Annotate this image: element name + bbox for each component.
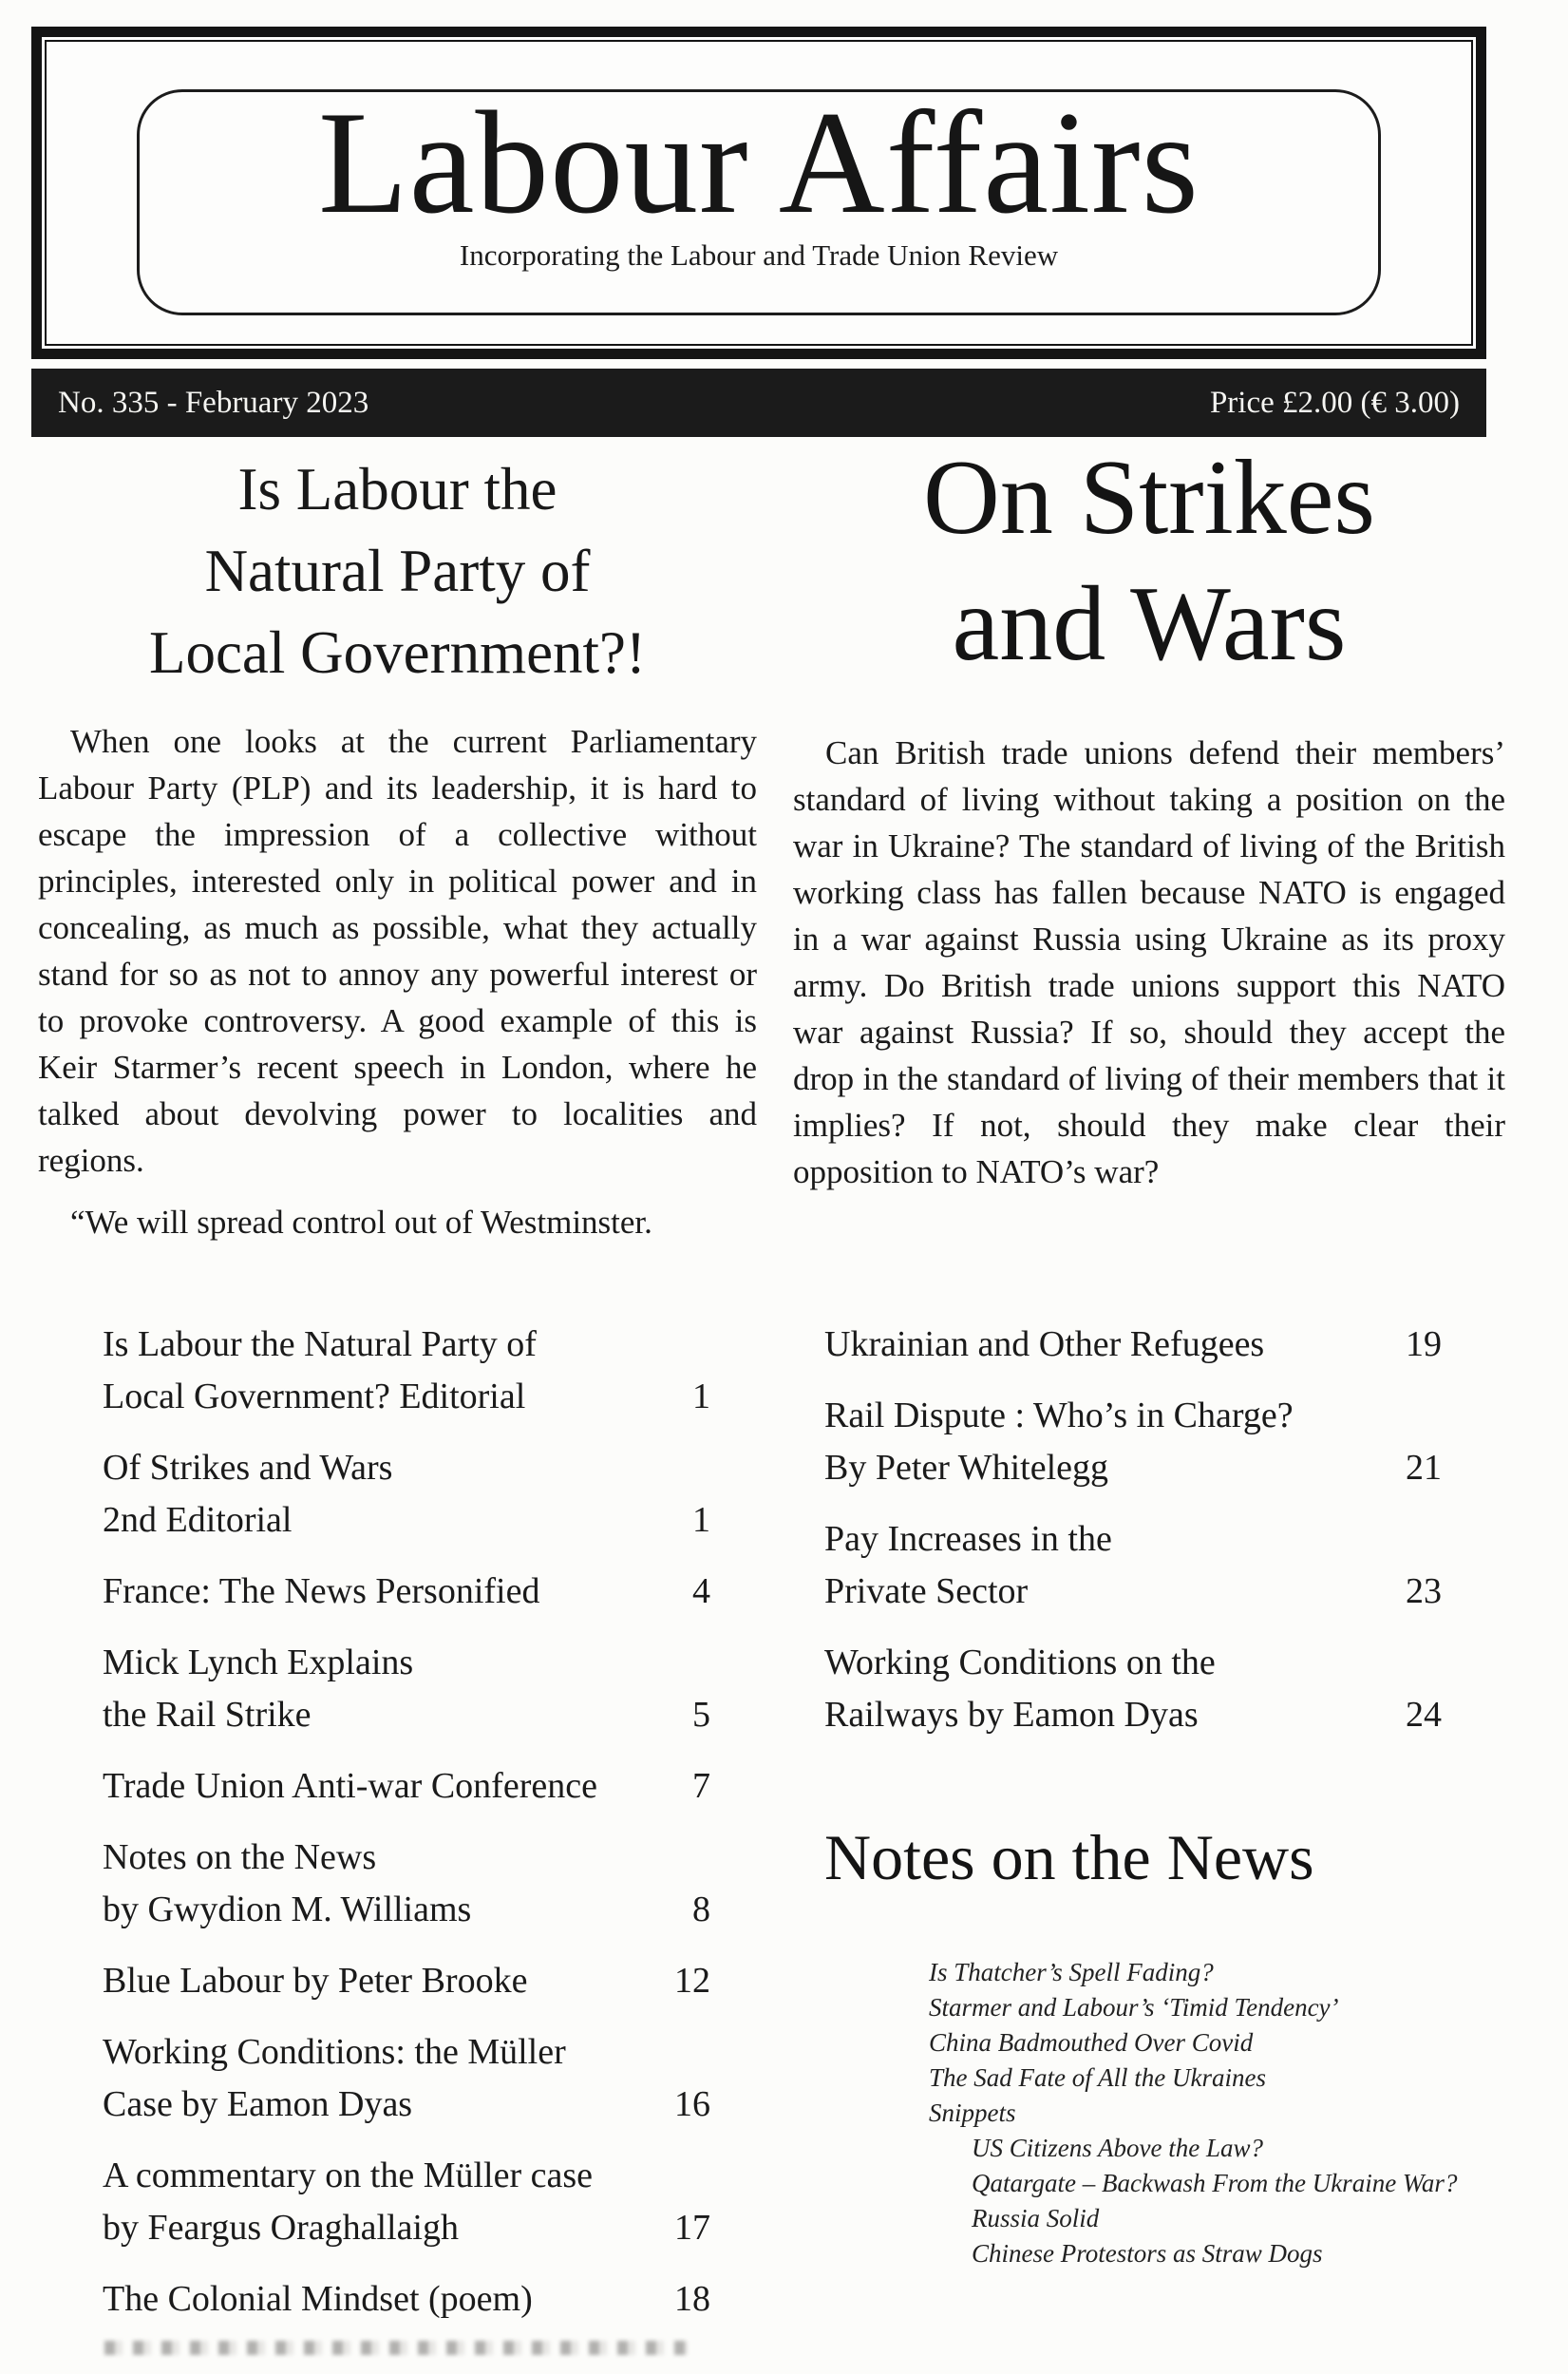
toc-title-line xyxy=(103,2079,710,2131)
toc-page-number: 18 xyxy=(674,2279,710,2319)
toc-title-text: The Colonial Mindset (poem) xyxy=(103,2279,533,2319)
toc-title-text: Railways by Eamon Dyas xyxy=(824,1695,1199,1735)
toc-title-text: Ukrainian and Other Refugees xyxy=(824,1324,1265,1364)
toc-entry xyxy=(103,1832,710,1936)
toc-page-number: 5 xyxy=(692,1695,710,1735)
toc-title-line: Mick Lynch Explains xyxy=(103,1643,414,1682)
toc-title-text: By Peter Whitelegg xyxy=(824,1448,1109,1488)
notes-item: Chinese Protestors as Straw Dogs xyxy=(972,2239,1323,2268)
toc-page-number: 7 xyxy=(692,1766,710,1806)
notes-item: Russia Solid xyxy=(972,2204,1100,2232)
toc-title-line xyxy=(103,1566,710,1618)
notes-item: Is Thatcher’s Spell Fading? xyxy=(929,1958,1214,1986)
toc-page-number: 16 xyxy=(674,2084,710,2124)
price-label: Price £2.00 (€ 3.00) xyxy=(1209,385,1460,420)
title-line: Local Government?! xyxy=(148,619,646,686)
toc-entry xyxy=(103,1319,710,1423)
toc-entry xyxy=(103,1566,710,1618)
title-line: and Wars xyxy=(952,565,1347,683)
toc-title-line: Of Strikes and Wars xyxy=(103,1448,393,1488)
toc-entry xyxy=(103,1760,710,1813)
toc-title-text: Blue Labour by Peter Brooke xyxy=(103,1961,528,2001)
toc-title-text: by Feargus Oraghallaigh xyxy=(103,2208,459,2248)
toc-title-text: Private Sector xyxy=(824,1571,1029,1611)
toc-entry xyxy=(824,1319,1442,1371)
title-line: On Strikes xyxy=(923,439,1375,557)
toc-page-number: 21 xyxy=(1406,1448,1442,1488)
editorial-right-title xyxy=(793,435,1505,688)
toc-entry xyxy=(103,2273,710,2326)
toc-title-line: Pay Increases in the xyxy=(824,1519,1112,1559)
editorial-left-column xyxy=(38,448,757,1245)
notes-item: US Citizens Above the Law? xyxy=(972,2134,1263,2162)
toc-title-text: Case by Eamon Dyas xyxy=(103,2084,413,2124)
notes-item: Snippets xyxy=(929,2099,1016,2127)
toc-title-line: Is Labour the Natural Party of xyxy=(103,1324,537,1364)
title-line: Natural Party of xyxy=(204,538,591,604)
title-line: Is Labour the xyxy=(237,456,557,522)
magazine-subtitle: Incorporating the Labour and Trade Union Review xyxy=(459,237,1059,272)
notes-item-list xyxy=(929,1955,1518,2271)
editorial-paragraph: Can British trade unions defend their members’ standard of living without taking a position on the war in Ukraine? The standard of living of the British working class has fallen because NATO is engaged in a war against Russia using Ukraine as its proxy army. Do British trade unions support this NATO war against Russia? If so, should they accept the drop in the standard of living of their members that it implies? If not, should they make clear their opposition to NATO’s war? xyxy=(793,734,1505,1190)
notes-section-heading: Notes on the News xyxy=(824,1821,1314,1893)
toc-page-number: 1 xyxy=(692,1377,710,1416)
notes-item: Qatargate – Backwash From the Ukraine War? xyxy=(972,2169,1458,2197)
toc-title-text: the Rail Strike xyxy=(103,1695,312,1735)
notes-item: China Badmouthed Over Covid xyxy=(929,2028,1254,2057)
notes-item: The Sad Fate of All the Ukraines xyxy=(929,2063,1266,2092)
toc-entry xyxy=(824,1637,1442,1741)
toc-title-line xyxy=(103,1371,710,1423)
toc-left-column xyxy=(103,1319,710,2345)
toc-title-line: Working Conditions: the Müller xyxy=(103,2032,566,2072)
masthead-frame-inner-border xyxy=(45,40,1473,346)
toc-title-line xyxy=(103,1760,710,1813)
toc-page-number: 19 xyxy=(1406,1324,1442,1364)
toc-title-line xyxy=(824,1689,1442,1741)
notes-item: Starmer and Labour’s ‘Timid Tendency’ xyxy=(929,1993,1339,2022)
toc-entry xyxy=(103,2026,710,2131)
toc-title-text: 2nd Editorial xyxy=(103,1500,293,1540)
toc-title-line: Rail Dispute : Who’s in Charge? xyxy=(824,1396,1294,1435)
editorial-right-column xyxy=(793,435,1505,1195)
toc-page-number: 24 xyxy=(1406,1695,1442,1735)
toc-page-number: 8 xyxy=(692,1890,710,1929)
toc-entry xyxy=(103,1442,710,1547)
toc-title-line xyxy=(824,1566,1442,1618)
toc-title-line: Working Conditions on the xyxy=(824,1643,1216,1682)
toc-title-text: by Gwydion M. Williams xyxy=(103,1890,472,1929)
toc-right-column xyxy=(824,1319,1442,1760)
toc-title-line xyxy=(103,1494,710,1547)
toc-entry xyxy=(103,1955,710,2007)
toc-title-text: France: The News Personified xyxy=(103,1571,540,1611)
toc-entry xyxy=(824,1513,1442,1618)
magazine-title: Labour Affairs xyxy=(318,81,1200,244)
toc-title-line: A commentary on the Müller case xyxy=(103,2156,594,2195)
editorial-paragraph: “We will spread control out of Westminster. xyxy=(70,1204,652,1241)
masthead-box xyxy=(137,81,1381,315)
toc-page-number: 12 xyxy=(674,1961,710,2001)
masthead-frame xyxy=(31,27,1486,359)
toc-title-line xyxy=(103,1884,710,1936)
toc-title-line xyxy=(824,1442,1442,1494)
editorial-paragraph: When one looks at the current Parliamentary Labour Party (PLP) and its leadership, it is hard to escape the impression of a collective without principles, interested only in political power and in concealing, as much as possible, what they actually stand for so as not to annoy any powerful interest or to provoke controversy. A good example of this is Keir Starmer’s recent speech in London, where he talked about devolving power to localities and regions. xyxy=(38,723,757,1179)
toc-page-number: 17 xyxy=(674,2208,710,2248)
truncated-bottom-line xyxy=(104,2341,688,2355)
toc-title-text: Local Government? Editorial xyxy=(103,1377,526,1416)
toc-page-number: 4 xyxy=(692,1571,710,1611)
editorial-left-title xyxy=(38,448,757,693)
toc-title-line xyxy=(103,2273,710,2326)
toc-title-line xyxy=(103,2202,710,2254)
toc-title-line xyxy=(824,1319,1442,1371)
toc-page-number: 1 xyxy=(692,1500,710,1540)
issue-number: No. 335 - February 2023 xyxy=(58,385,369,420)
toc-title-line xyxy=(103,1689,710,1741)
toc-entry xyxy=(103,1637,710,1741)
toc-title-line: Notes on the News xyxy=(103,1837,377,1877)
issue-bar xyxy=(31,369,1486,437)
toc-entry xyxy=(824,1390,1442,1494)
toc-page-number: 23 xyxy=(1406,1571,1442,1611)
toc-entry xyxy=(103,2150,710,2254)
toc-title-text: Trade Union Anti-war Conference xyxy=(103,1766,597,1806)
toc-title-line xyxy=(103,1955,710,2007)
